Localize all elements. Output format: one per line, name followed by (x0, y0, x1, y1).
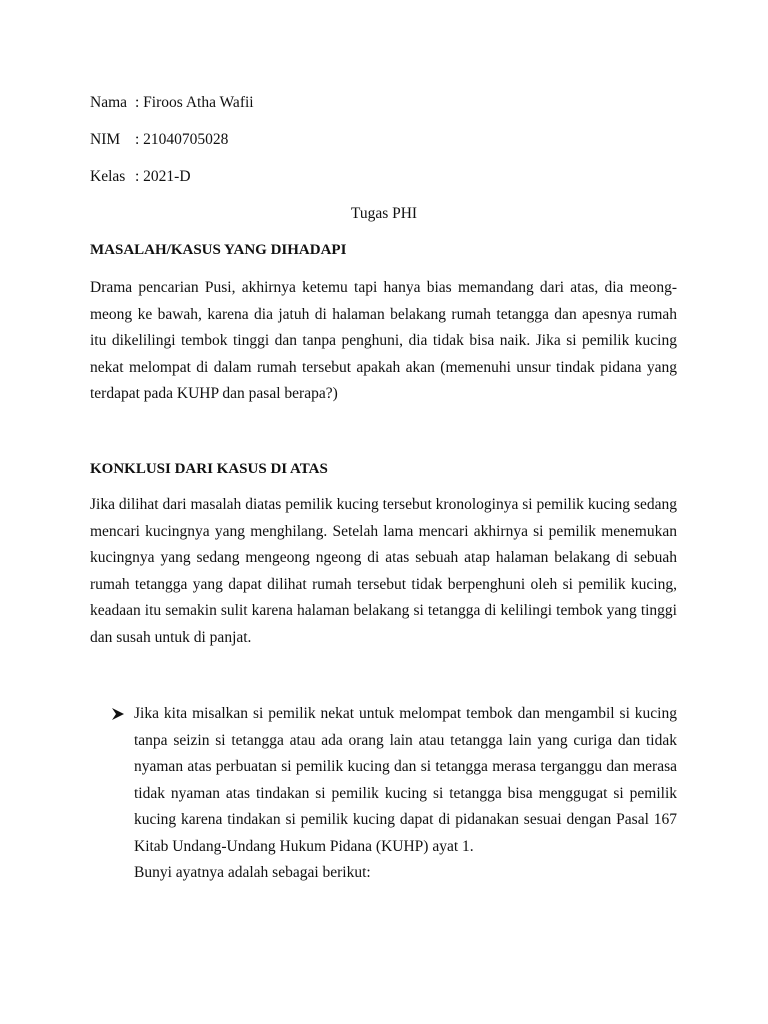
bullet-item (134, 701, 677, 860)
class-value: : 2021-D (135, 168, 191, 185)
document-title: Tugas PHI (350, 205, 418, 222)
arrowhead-bullet-icon (111, 707, 125, 721)
class-label: Kelas (90, 168, 126, 185)
problem-paragraph: Drama pencarian Pusi, akhirnya ketemu tapi hanya bias memandang dari atas, dia meong-meong ke bawah, karena dia jatuh di halaman belakang rumah tetangga dan apesnya rumah itu dikelilingi tembok tinggi dan tanpa penghuni, dia tidak bisa naik. Jika si pemilik kucing nekat melompat di dalam rumah tersebut apakah akan (memenuhi unsur tindak pidana yang terdapat pada KUHP dan pasal berapa?) (90, 279, 677, 402)
identity-row-nim (0, 132, 768, 150)
identity-row-name (0, 95, 768, 113)
conclusion-paragraph: Jika dilihat dari masalah diatas pemilik kucing tersebut kronologinya si pemilik kucing sedang mencari kucingnya yang menghilang. Setelah lama mencari akhirnya si pemilik menemukan kucingnya yang sedang mengeong ngeong di atas sebuah atap halaman belakang di sebuah rumah tetangga yang dapat dilihat rumah tersebut tidak berpenghuni oleh si pemilik kucing, keadaan itu semakin sulit karena halaman belakang si tetangga di kelilingi tembok yang tinggi dan susah untuk di panjat. (90, 496, 677, 646)
bullet-paragraph: Jika kita misalkan si pemilik nekat untuk melompat tembok dan mengambil si kucing tanpa seizin si tetangga atau ada orang lain atau tetangga lain yang curiga dan tidak nyaman atas perbuatan si pemilik kucing dan si tetangga merasa terganggu dan merasa tidak nyaman atas tindakan si pemilik kucing si tetangga bisa menggugat si pemilik kucing karena tindakan si pemilik kucing dapat di pidanakan sesuai dengan Pasal 167 Kitab Undang-Undang Hukum Pidana (KUHP) ayat 1. (134, 705, 677, 855)
section-heading-problem: MASALAH/KASUS YANG DIHADAPI (90, 242, 347, 258)
section-heading-conclusion: KONKLUSI DARI KASUS DI ATAS (90, 461, 328, 477)
nim-label: NIM (90, 131, 121, 148)
name-value: : Firoos Atha Wafii (135, 94, 254, 111)
followup-line: Bunyi ayatnya adalah sebagai berikut: (134, 864, 371, 881)
identity-row-class (0, 169, 768, 187)
name-label: Nama (90, 94, 128, 111)
nim-value: : 21040705028 (135, 131, 229, 148)
